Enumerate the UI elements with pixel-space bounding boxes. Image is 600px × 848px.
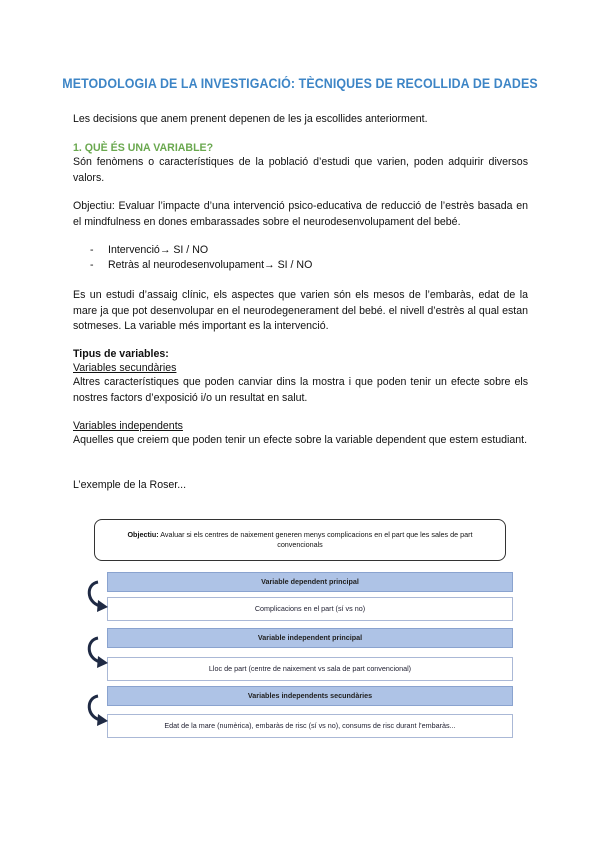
secondary-paragraph: Altres característiques que poden canviar dins la mostra i que poden tenir un efecte sobre els nostres factors d’exposició i/o un resultat en salut. bbox=[73, 376, 528, 404]
curved-arrow-icon bbox=[84, 580, 110, 614]
row-detail-independent: Lloc de part (centre de naixement vs sala de part convencional) bbox=[107, 657, 513, 681]
bullet-text: Retràs al neurodesenvolupament→ SI / NO bbox=[108, 259, 313, 271]
row-detail-secondary: Edat de la mare (numèrica), embaràs de risc (sí vs no), consums de risc durant l’embaràs... bbox=[107, 714, 513, 738]
example-line: L’exemple de la Roser... bbox=[73, 479, 187, 491]
definition-paragraph: Són fenòmens o característiques de la població d’estudi que varien, poden adquirir diversos valors. bbox=[73, 156, 528, 184]
row-header-independent: Variable independent principal bbox=[107, 628, 513, 648]
intro-paragraph: Les decisions que anem prenent depenen de les ja escollides anteriorment. bbox=[73, 113, 428, 125]
explanation-paragraph: Es un estudi d’assaig clínic, els aspectes que varien són els mesos de l’embaràs, edat de la mare ja que pot desenvolupar en el neurodegenerament del bebé. el nivell d’estrès al qual estan sotmeses. La variable més important es la intervenció. bbox=[73, 289, 528, 332]
curved-arrow-icon bbox=[84, 636, 110, 670]
curved-arrow-icon bbox=[84, 694, 110, 728]
types-heading: Tipus de variables: bbox=[73, 348, 169, 360]
bullet-text: Intervenció→ SI / NO bbox=[108, 244, 209, 256]
row-header-dependent: Variable dependent principal bbox=[107, 572, 513, 592]
page-title: METODOLOGIA DE LA INVESTIGACIÓ: TÈCNIQUES DE RECOLLIDA DE DADES bbox=[62, 76, 538, 91]
bullet-dash: - bbox=[90, 259, 94, 271]
independent-heading: Variables independents bbox=[73, 420, 183, 432]
list-item bbox=[90, 258, 312, 274]
objective-text: Avaluar si els centres de naixement generen menys complicacions en el part que les sales de part convencionals bbox=[158, 530, 473, 549]
row-header-secondary: Variables independents secundàries bbox=[107, 686, 513, 706]
objective-paragraph: Objectiu: Evaluar l’impacte d’una intervenció psico-educativa de reducció de l’estrès basada en el mindfulness en dones embarassades sobre el neurodesenvolupament del bebé. bbox=[73, 200, 528, 228]
independent-paragraph: Aquelles que creiem que poden tenir un efecte sobre la variable dependent que estem estudiant. bbox=[73, 434, 528, 446]
section-heading: 1. QUÈ ÉS UNA VARIABLE? bbox=[73, 142, 214, 154]
objective-box bbox=[94, 519, 506, 561]
row-detail-dependent: Complicacions en el part (sí vs no) bbox=[107, 597, 513, 621]
secondary-heading: Variables secundàries bbox=[73, 362, 177, 374]
objective-label: Objectiu: bbox=[127, 530, 159, 539]
bullet-dash: - bbox=[90, 244, 94, 256]
list-item bbox=[90, 243, 208, 259]
